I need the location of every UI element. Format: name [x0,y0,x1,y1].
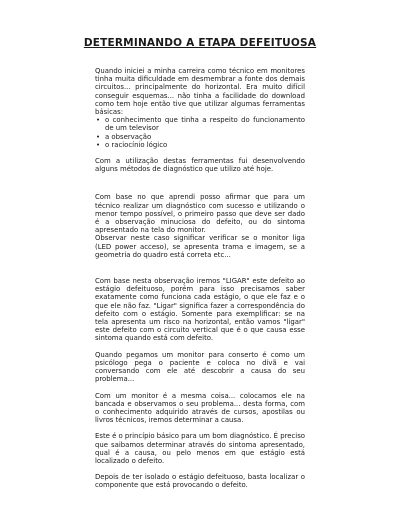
paragraph-isolate: Depois de ter isolado o estágio defeituoso, basta localizar o componente que está provocando o defeito. [95,473,305,490]
paragraph-methods: Com a utilização destas ferramentas fui desenvolvendo alguns métodos de diagnóstico que utilizo até hoje. [95,157,305,174]
paragraph-link-defect: Com base nesta observação iremos "LIGAR" este defeito ao estágio defeituoso, porém para isso precisamos saber exatamente como funciona cada estágio, o que ele faz e o que ele não faz. "Ligar" significa fazer a correspondência do defeito com o estágio. Somente para exemplificar: se na tela apresenta um risco na horizontal, então vamos "ligar" este defeito com o circuito vertical que é o que causa esse sintoma quando está com defeito. [95,277,305,343]
list-item: • a observação [105,133,305,141]
paragraph-intro: Quando iniciei a minha carreira como técnico em monitores tinha muita dificuldade em desmembrar a fonte dos demais circuitos... principalmente do horizontal. Era muito difícil conseguir esquemas... não tinha a facilidade do download como tem hoje então tive que utilizar algumas ferramentas básicas: [95,67,305,117]
paragraph-psychologist: Quando pegamos um monitor para conserto é como um psicólogo pega o paciente e coloca no divã e vai conversando com ele até descobrir a causa do seu problema... [95,350,305,384]
paragraph-observation: Com base no que aprendi posso afirmar que para um técnico realizar um diagnóstico com sucesso e utilizando o menor tempo possível, o primeiro passo que deve ser dado é a observação minuciosa do defeito, ou do sintoma apresentado na tela do monitor. [95,193,305,235]
paragraph-observe-meaning: Observar neste caso significar verificar se o monitor liga (LED power acceso), se apresenta trama e imagem, se a geometria do quadro está correta etc... [95,234,305,259]
document-body [95,67,305,490]
paragraph-principle: Este é o princípio básico para um bom diagnóstico. É preciso que saibamos determinar através do sintoma apresentado, qual é a causa, ou pelo menos em que estágio está localizado o defeito. [95,432,305,465]
tools-list [95,116,305,149]
document-title: DETERMINANDO A ETAPA DEFEITUOSA [83,37,317,49]
list-item: • o conhecimento que tinha a respeito do funcionamento de um televisor [105,116,305,132]
paragraph-same-thing: Com um monitor é a mesma coisa... colocamos ele na bancada e observamos o seu problema... desta forma, com o conhecimento adquirido através de cursos, apostilas ou livros técnicos, iremos determinar a causa. [95,391,305,425]
list-item: • o raciocínio lógico [105,141,305,149]
